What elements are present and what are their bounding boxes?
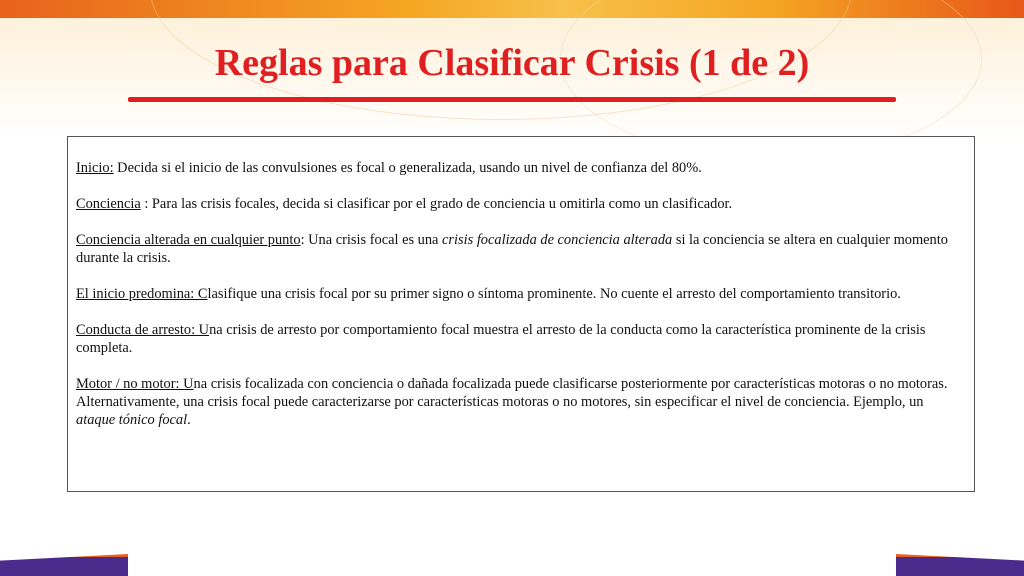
- bottom-left-decoration: [0, 554, 128, 576]
- paragraph-inicio-predomina: [76, 285, 962, 303]
- paragraph-text: na crisis focalizada con conciencia o dañada focalizada puede clasificarse posteriormente por características motoras o no motoras. Alternativamente, una crisis focal puede caracterizarse por características motoras o no motores, sin especificar el nivel de conciencia. Ejemplo, un: [76, 376, 948, 410]
- paragraph-label: Conciencia: [76, 196, 141, 212]
- paragraph-emphasis: crisis focalizada de conciencia alterada: [442, 232, 673, 248]
- paragraph-label: El inicio predomina: C: [76, 286, 208, 302]
- slide-title: Reglas para Clasificar Crisis (1 de 2): [214, 42, 810, 84]
- content-box: [67, 136, 975, 492]
- paragraph-motor: [76, 375, 962, 429]
- paragraph-label: Inicio:: [76, 160, 114, 176]
- paragraph-label: Conciencia alterada en cualquier punto: [76, 232, 301, 248]
- paragraph-text: na crisis de arresto por comportamiento focal muestra el arresto de la conducta como la característica prominente de la crisis completa.: [76, 322, 926, 356]
- paragraph-inicio: [76, 159, 962, 177]
- paragraph-text: .: [187, 412, 191, 428]
- paragraph-text: Decida si el inicio de las convulsiones es focal o generalizada, usando un nivel de confianza del 80%.: [113, 160, 702, 176]
- paragraph-conducta-arresto: [76, 321, 962, 357]
- bottom-right-decoration: [896, 554, 1024, 576]
- paragraph-label: Conducta de arresto: U: [76, 322, 210, 338]
- paragraph-label: Motor / no motor: U: [76, 376, 194, 392]
- paragraph-text: : Una crisis focal es una: [300, 232, 443, 248]
- paragraph-text: lasifique una crisis focal por su primer signo o síntoma prominente. No cuente el arresto del comportamiento transitorio.: [207, 286, 901, 302]
- paragraph-text: si la conciencia se altera en cualquier momento durante la crisis.: [76, 232, 948, 266]
- paragraph-conciencia: [76, 195, 962, 213]
- paragraph-emphasis: ataque tónico focal: [76, 412, 188, 428]
- title-underline: [128, 97, 896, 102]
- paragraph-conciencia-alterada: [76, 231, 962, 267]
- paragraph-text: : Para las crisis focales, decida si clasificar por el grado de conciencia u omitirla como un clasificador.: [140, 196, 733, 212]
